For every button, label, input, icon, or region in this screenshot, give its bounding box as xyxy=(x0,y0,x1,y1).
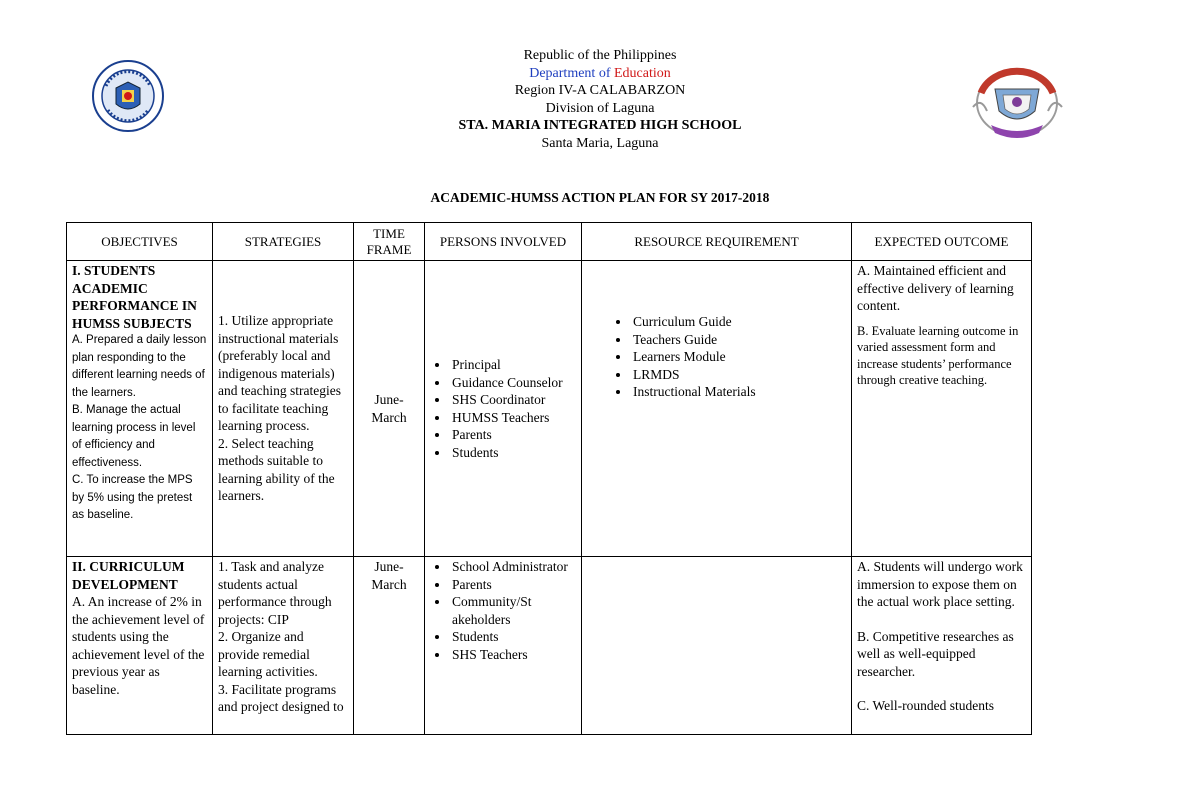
strategy-item: 1. Task and analyze students actual performance through projects: CIP xyxy=(218,559,332,627)
school-location: Santa Maria, Laguna xyxy=(541,135,659,151)
strategies-cell xyxy=(213,261,354,557)
objective-item: A. Prepared a daily lesson plan responding to the different learning needs of the learners. xyxy=(72,334,207,399)
objective-item: B. Manage the actual learning process in level of efficiency and effectiveness. xyxy=(72,404,196,469)
list-item: • Students xyxy=(450,628,576,646)
resources-list xyxy=(587,313,846,401)
persons-list xyxy=(430,558,576,663)
strategy-item: 3. Facilitate programs and project designed to xyxy=(218,681,344,714)
strategies-cell xyxy=(213,557,354,735)
resources-cell xyxy=(582,557,852,735)
persons-cell xyxy=(425,557,582,735)
list-item: • Principal xyxy=(450,356,576,374)
objective-heading: I. STUDENTS ACADEMIC PERFORMANCE IN HUMSS SUBJECTS xyxy=(72,263,197,331)
school-name: STA. MARIA INTEGRATED HIGH SCHOOL xyxy=(458,118,742,134)
outcome-cell xyxy=(852,557,1032,735)
header-objectives: OBJECTIVES xyxy=(67,223,213,261)
education-text: Education xyxy=(613,65,671,81)
header-resources: RESOURCE REQUIREMENT xyxy=(582,223,852,261)
time-frame-cell: June- March xyxy=(354,557,425,735)
table-row xyxy=(67,261,1032,557)
objective-item: C. To increase the MPS by 5% using the pretest as baseline. xyxy=(72,474,193,521)
list-item: • HUMSS Teachers xyxy=(450,409,576,427)
action-plan-table xyxy=(66,222,1032,735)
outcome-cell xyxy=(852,261,1032,557)
division-line: Division of Laguna xyxy=(545,100,655,116)
department-line xyxy=(0,65,1200,83)
list-item: • Teachers Guide xyxy=(631,331,846,349)
outcome-item: B. Evaluate learning outcome in varied assessment form and increase students’ performance through creative teaching. xyxy=(857,323,1019,387)
list-item: • Community/St akeholders xyxy=(450,593,576,628)
list-item: • Students xyxy=(450,444,576,462)
list-item: • SHS Teachers xyxy=(450,646,576,664)
header-persons: PERSONS INVOLVED xyxy=(425,223,582,261)
outcome-item: C. Well-rounded students xyxy=(857,698,995,713)
list-item: • Curriculum Guide xyxy=(631,313,846,331)
plan-title: ACADEMIC-HUMSS ACTION PLAN FOR SY 2017-2018 xyxy=(430,190,770,205)
list-item: • SHS Coordinator xyxy=(450,391,576,409)
persons-cell xyxy=(425,261,582,557)
outcome-item: B. Competitive researches as well as well-equipped researcher. xyxy=(857,628,1014,679)
list-item: • LRMDS xyxy=(631,366,846,384)
list-item: • Parents xyxy=(450,576,576,594)
resources-cell xyxy=(582,261,852,557)
header-outcome: EXPECTED OUTCOME xyxy=(852,223,1032,261)
strategy-item: 2. Organize and provide remedial learning activities. xyxy=(218,629,318,679)
department-text: Department of xyxy=(529,65,611,81)
region-line: Region IV-A CALABARZON xyxy=(514,83,686,99)
republic-line: Republic of the Philippines xyxy=(523,48,677,63)
persons-list xyxy=(430,356,576,461)
outcome-item: A. Maintained efficient and effective delivery of learning content. xyxy=(857,263,1014,313)
time-frame-cell: June- March xyxy=(354,261,425,557)
letterhead xyxy=(0,47,1200,153)
objectives-cell xyxy=(67,261,213,557)
list-item: • Learners Module xyxy=(631,348,846,366)
strategy-item: 1. Utilize appropriate instructional materials (preferably local and indigenous materials) and teaching strategies to facilitate teaching learning process. xyxy=(218,313,341,434)
strategy-item: 2. Select teaching methods suitable to learning ability of the learners. xyxy=(218,435,335,504)
objective-heading: II. CURRICULUM DEVELOPMENT xyxy=(72,559,185,592)
outcome-item: A. Students will undergo work immersion to expose them on the actual work place setting. xyxy=(857,559,1023,609)
header-strategies: STRATEGIES xyxy=(213,223,354,261)
list-item: • Guidance Counselor xyxy=(450,374,576,392)
table-row xyxy=(67,557,1032,735)
objective-text: A. An increase of 2% in the achievement level of students using the achievement level of the previous year as baseline. xyxy=(72,594,205,697)
list-item: • School Administrator xyxy=(450,558,576,576)
table-header-row xyxy=(67,223,1032,261)
objectives-cell xyxy=(67,557,213,735)
list-item: • Instructional Materials xyxy=(631,383,846,401)
list-item: • Parents xyxy=(450,426,576,444)
header-time-frame: TIME FRAME xyxy=(354,223,425,261)
